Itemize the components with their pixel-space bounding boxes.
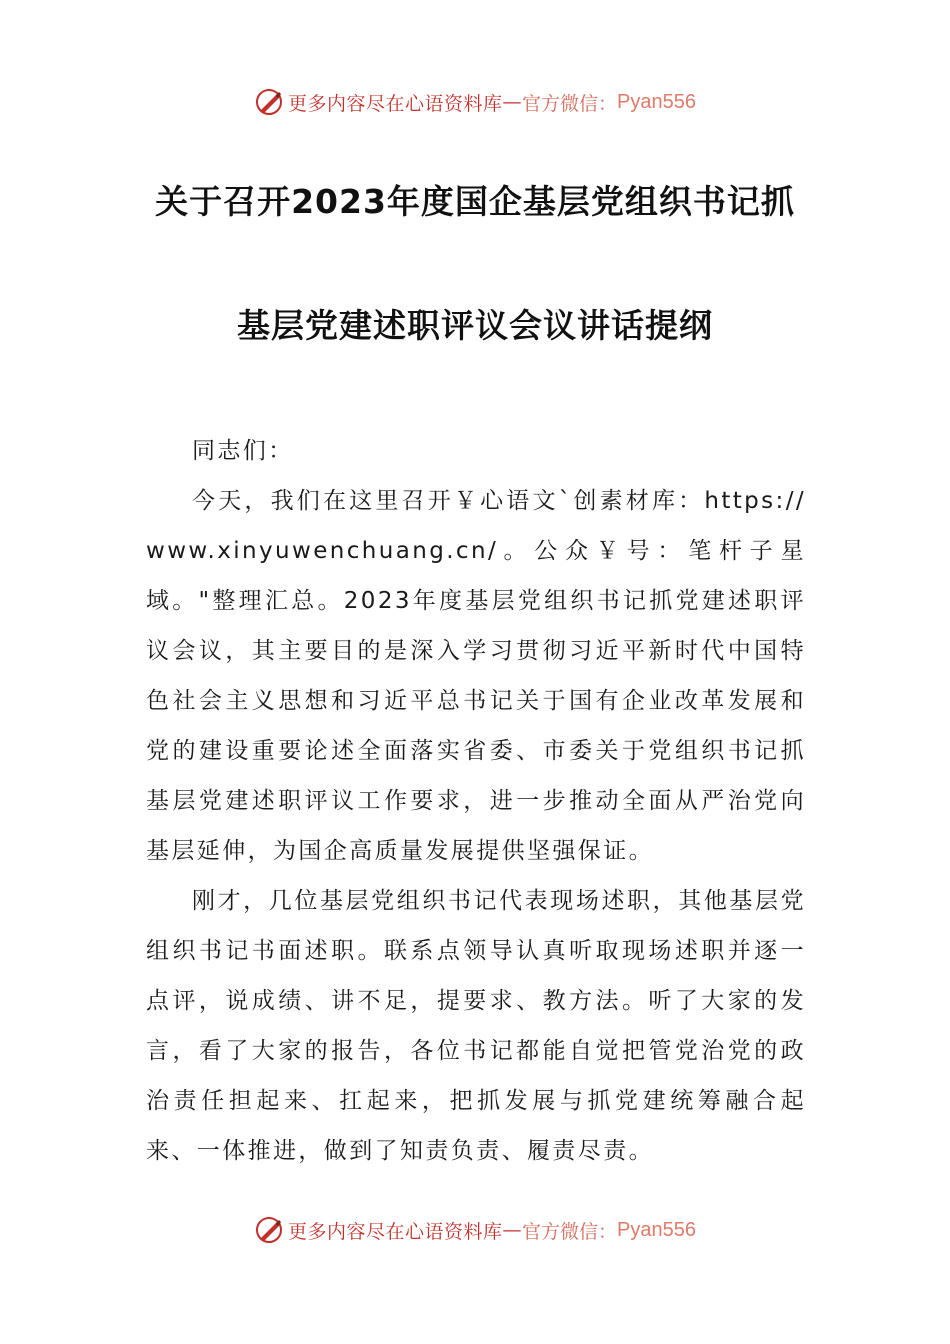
document-body: [146, 426, 806, 1176]
wechat-label: 官方微信：: [522, 92, 618, 115]
banner-dash: —: [502, 1219, 523, 1241]
wechat-id: Pyan556: [617, 1218, 696, 1241]
footer-banner: [0, 1210, 950, 1250]
header-banner: [0, 82, 950, 122]
banner-dash: —: [502, 91, 523, 113]
pen-logo-icon: [254, 1215, 284, 1245]
pen-logo-icon: [254, 87, 284, 117]
paragraph: 刚才，几位基层党组织书记代表现场述职，其他基层党组织书记书面述职。联系点领导认真听取现场述职并逐一点评，说成绩、讲不足，提要求、教方法。听了大家的发言，看了大家的报告，各位书记都能自觉把管党治党的政治责任担起来、扛起来，把抓发展与抓党建统筹融合起来、一体推进，做到了知责负责、履责尽责。: [146, 888, 806, 1164]
banner-text: 更多内容尽在心语资料库: [288, 1220, 503, 1243]
wechat-label: 官方微信：: [522, 1220, 618, 1243]
wechat-id: Pyan556: [617, 90, 696, 113]
banner-text: 更多内容尽在心语资料库: [288, 92, 503, 115]
salutation: 同志们：: [192, 438, 294, 464]
document-title-line-2: 基层党建述职评议会议讲话提纲: [237, 306, 713, 345]
document-title-line-1: 关于召开2023年度国企基层党组织书记抓: [155, 182, 795, 221]
paragraph: 今天，我们在这里召开￥心语文`创素材库：https://www.xinyuwenchuang.cn/。公众￥号：笔杆子星域。"整理汇总。2023年度基层党组织书记抓党建述职评议会议，其主要目的是深入学习贯彻习近平新时代中国特色社会主义思想和习近平总书记关于国有企业改革发展和党的建设重要论述全面落实省委、市委关于党组织书记抓基层党建述职评议工作要求，进一步推动全面从严治党向基层延伸，为国企高质量发展提供坚强保证。: [146, 488, 806, 864]
